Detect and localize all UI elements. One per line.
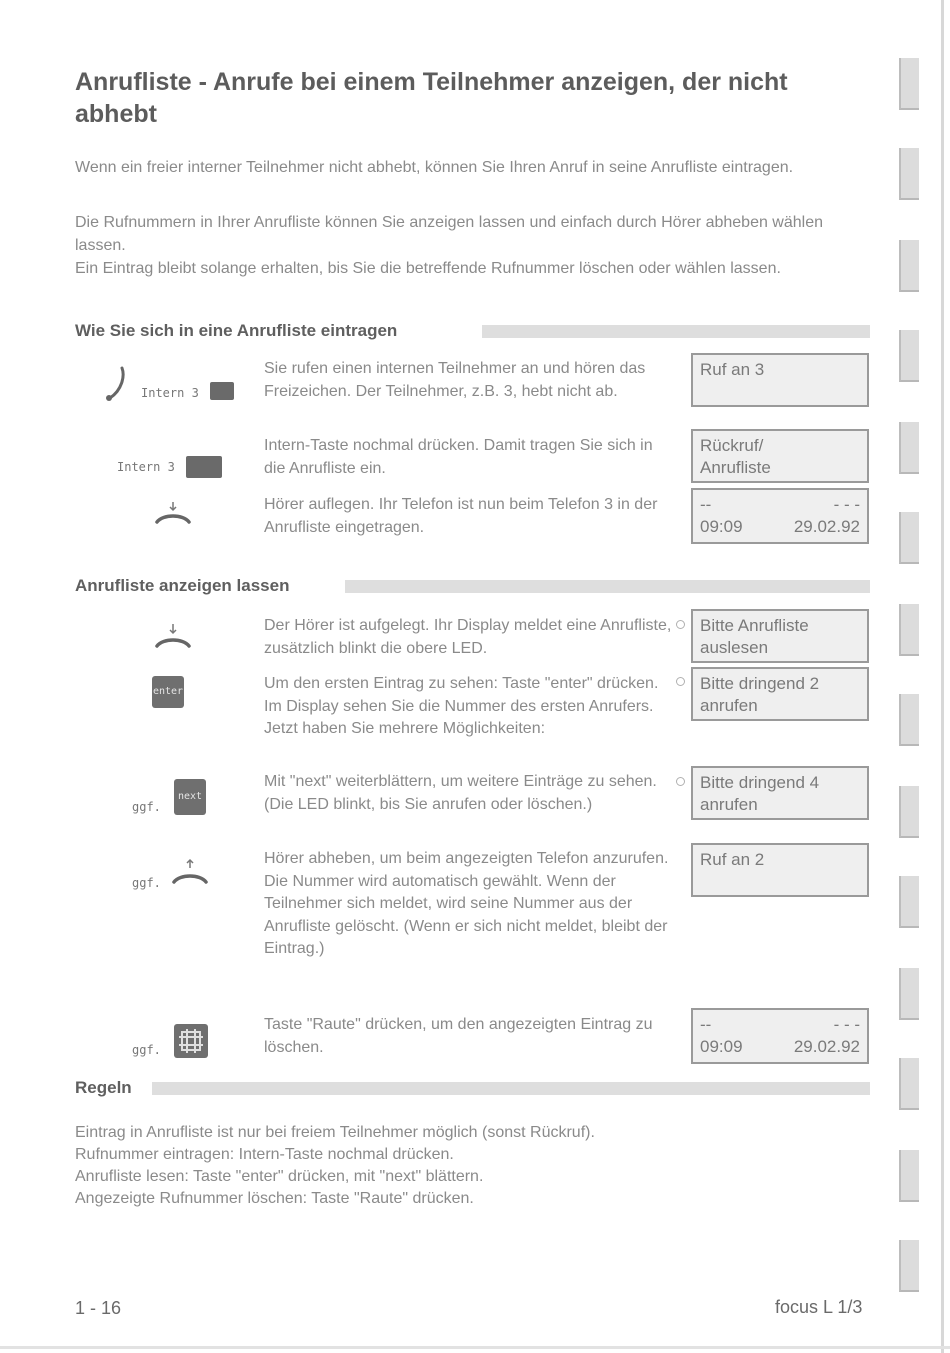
page-title: Anrufliste - Anrufe bei einem Teilnehmer anzeigen, der nicht abhebt (75, 68, 788, 128)
section-title: Regeln (75, 1078, 140, 1098)
phone-display (691, 488, 869, 544)
register-tab (899, 1058, 919, 1110)
register-tab (899, 240, 919, 292)
display-date: 29.02.92 (793, 1037, 860, 1056)
product-name: focus L 1/3 (775, 1297, 863, 1317)
display-row (700, 494, 860, 516)
phone-display (691, 843, 869, 897)
display-row (700, 1036, 860, 1058)
rule-line: Rufnummer eintragen: Intern-Taste nochmal drücken. (75, 1146, 454, 1163)
rule-line: Eintrag in Anrufliste ist nur bei freiem Teilnehmer möglich (sonst Rückruf). (75, 1124, 595, 1141)
register-tab (899, 604, 919, 656)
register-tab (899, 422, 919, 474)
handset-icon (104, 366, 128, 402)
register-tab (899, 148, 919, 200)
handset-hang-up-icon (153, 500, 193, 526)
section-heading-regeln (75, 1078, 870, 1098)
display-line: Bitte dringend 2 (700, 674, 820, 693)
ggf-label: ggf. (132, 800, 161, 814)
register-tab (899, 330, 919, 382)
display-cell: - - - (833, 1015, 860, 1034)
phone-display (691, 353, 869, 407)
register-tab (899, 968, 919, 1020)
register-tabs (899, 0, 921, 1353)
section-title: Wie Sie sich in eine Anrufliste eintragen (75, 321, 405, 341)
handset-on-hook-icon (153, 622, 193, 650)
display-line: Anrufliste (700, 458, 771, 477)
step-text: Intern-Taste nochmal drücken. Damit tragen Sie sich in die Anrufliste ein. (264, 437, 653, 477)
ggf-label: ggf. (132, 876, 161, 890)
ggf-label: ggf. (132, 1043, 161, 1057)
display-cell: -- (700, 1015, 712, 1034)
intro-paragraph-1: Wenn ein freier interner Teilnehmer nicht abhebt, können Sie Ihren Anruf in seine Anrufliste eintragen. (75, 159, 794, 176)
display-row (700, 516, 860, 538)
led-indicator (676, 677, 685, 686)
display-line: anrufen (700, 696, 758, 715)
display-line: auslesen (700, 638, 769, 657)
register-tab (899, 694, 919, 746)
section-bar (152, 1082, 870, 1095)
display-line: Ruf an 3 (700, 360, 765, 379)
step-text: Sie rufen einen internen Teilnehmer an und hören das Freizeichen. Der Teilnehmer, z.B. 3, hebt nicht ab. (264, 360, 646, 400)
intern-label: Intern 3 (117, 460, 175, 474)
step-text: Der Hörer ist aufgelegt. Ihr Display meldet eine Anrufliste, zusätzlich blinkt die obere LED. (264, 617, 672, 657)
intern-key (186, 456, 222, 478)
section-heading-eintragen (75, 321, 870, 341)
rule-line: Anrufliste lesen: Taste "enter" drücken, mit "next" blättern. (75, 1168, 484, 1185)
register-tab (899, 512, 919, 564)
display-line: anrufen (700, 795, 758, 814)
step-text: Taste "Raute" drücken, um den angezeigten Eintrag zu löschen. (264, 1016, 653, 1056)
register-tab (899, 1150, 919, 1202)
section-bar (345, 580, 870, 593)
step-text: Um den ersten Eintrag zu sehen: Taste "enter" drücken. Im Display sehen Sie die Nummer des ersten Anrufers. Jetzt haben Sie mehrere Möglichkeiten: (264, 675, 659, 737)
page-number: 1 - 16 (75, 1298, 122, 1318)
page-edge-bottom (0, 1346, 950, 1349)
led-indicator-blinking (676, 777, 685, 786)
display-line: Bitte Anrufliste (700, 616, 809, 635)
display-cell: -- (700, 495, 712, 514)
rule-line: Angezeigte Rufnummer löschen: Taste "Raute" drücken. (75, 1190, 474, 1207)
section-bar (482, 325, 870, 338)
intern-label: Intern 3 (141, 386, 199, 400)
intern-key (210, 382, 234, 400)
display-date: 29.02.92 (793, 517, 860, 536)
handset-pick-up-icon (170, 856, 210, 886)
phone-display (691, 429, 869, 483)
register-tab (899, 1240, 919, 1292)
hash-key-icon (174, 1024, 208, 1058)
phone-display (691, 609, 869, 663)
phone-display (691, 766, 869, 820)
intro-paragraph-2: Die Rufnummern in Ihrer Anrufliste können Sie anzeigen lassen und einfach durch Hörer abheben wählen lassen. (75, 214, 824, 254)
display-line: Rückruf/ (700, 436, 764, 455)
display-time: 09:09 (700, 1037, 743, 1056)
step-text: Mit "next" weiterblättern, um weitere Einträge zu sehen. (Die LED blinkt, bis Sie anrufen oder löschen.) (264, 773, 657, 813)
led-indicator (676, 620, 685, 629)
step-text: Hörer abheben, um beim angezeigten Telefon anzurufen. Die Nummer wird automatisch gewählt. Wenn der Teilnehmer sich meldet, wird seine Nummer aus der Anrufliste gelöscht. (Wenn er sich nicht meldet, bleibt der Eintrag.) (264, 850, 669, 957)
enter-key: enter (152, 676, 184, 708)
display-line: Bitte dringend 4 (700, 773, 820, 792)
section-title: Anrufliste anzeigen lassen (75, 576, 297, 596)
phone-display (691, 1008, 869, 1064)
register-tab (899, 876, 919, 928)
next-key: next (174, 779, 206, 815)
register-tab (899, 786, 919, 838)
display-cell: - - - (833, 495, 860, 514)
display-row (700, 1014, 860, 1036)
phone-display (691, 667, 869, 721)
step-text: Hörer auflegen. Ihr Telefon ist nun beim Telefon 3 in der Anrufliste eingetragen. (264, 496, 658, 536)
intro-paragraph-3: Ein Eintrag bleibt solange erhalten, bis Sie die betreffende Rufnummer löschen oder wählen lassen. (75, 260, 781, 277)
register-tab (899, 58, 919, 110)
page-edge-right (941, 0, 944, 1353)
display-time: 09:09 (700, 517, 743, 536)
section-heading-anzeigen (75, 576, 870, 596)
display-line: Ruf an 2 (700, 850, 765, 869)
